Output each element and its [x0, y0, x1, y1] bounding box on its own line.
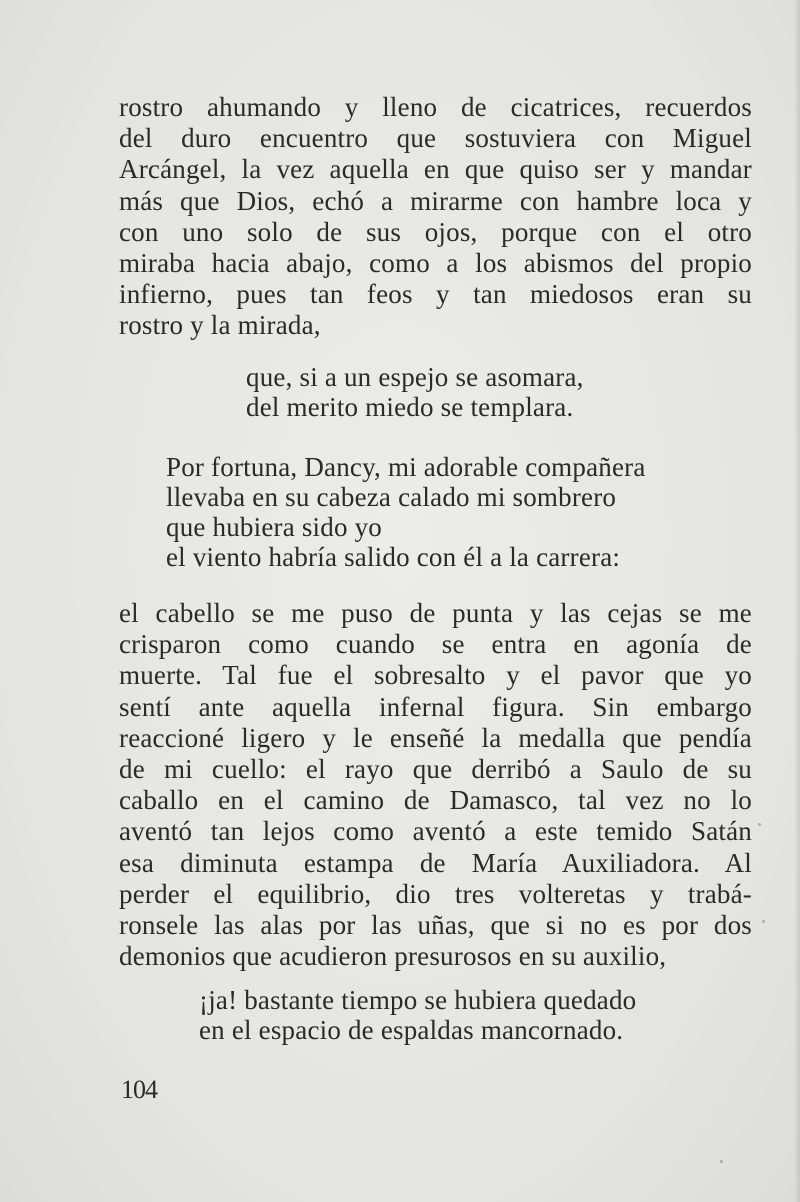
- text-line: aventó tan lejos como aventó a este temido Satán: [119, 816, 752, 847]
- verse-stanza-2: [166, 452, 646, 572]
- text-line: ronsele las alas por las uñas, que si no es por dos: [119, 909, 752, 940]
- verse-couplet-1: [246, 362, 584, 422]
- verse-line: el viento habría salido con él a la carrera:: [166, 542, 621, 572]
- text-line: muerte. Tal fue el sobresalto y el pavor que yo: [119, 660, 752, 691]
- page-number: 104: [121, 1075, 157, 1104]
- text-line: del duro encuentro que sostuviera con Miguel: [119, 123, 752, 154]
- text-line: más que Dios, echó a mirarme con hambre loca y: [119, 185, 752, 216]
- text-line: de mi cuello: el rayo que derribó a Saulo de su: [119, 753, 752, 784]
- verse-line: Por fortuna, Dancy, mi adorable compañera: [166, 452, 646, 482]
- paper-speck: [720, 1160, 723, 1163]
- verse-line: del merito miedo se templara.: [246, 392, 574, 422]
- text-line: esa diminuta estampa de María Auxiliadora. Al: [119, 847, 752, 878]
- text-line: rostro ahumando y lleno de cicatrices, recuerdos: [119, 92, 752, 122]
- text-line: perder el equilibrio, dio tres volteretas y trabá-: [119, 878, 752, 909]
- text-line: con uno solo de sus ojos, porque con el otro: [119, 216, 752, 247]
- verse-line: en el espacio de espaldas mancornado.: [199, 1015, 624, 1045]
- prose-paragraph-2: [119, 598, 752, 972]
- text-line: caballo en el camino de Damasco, tal vez no lo: [119, 785, 752, 816]
- text-line: infierno, pues tan feos y tan miedosos eran su: [119, 279, 752, 310]
- verse-line: ¡ja! bastante tiempo se hubiera quedado: [199, 985, 637, 1015]
- verse-line: llevaba en su cabeza calado mi sombrero: [166, 482, 617, 512]
- paper-speck: [762, 920, 765, 923]
- text-line: crisparon como cuando se entra en agonía de: [119, 629, 752, 660]
- text-line: demonios que acudieron presurosos en su auxilio,: [119, 941, 667, 972]
- text-line: Arcángel, la vez aquella en que quiso ser y mandar: [119, 154, 752, 185]
- verse-couplet-3: [199, 985, 636, 1045]
- text-line: reaccioné ligero y le enseñé la medalla que pendía: [119, 722, 752, 753]
- text-line: sentí ante aquella infernal figura. Sin embargo: [119, 691, 752, 722]
- page-edge-shadow: [794, 0, 800, 1202]
- verse-line: que, si a un espejo se asomara,: [246, 362, 584, 392]
- text-line: miraba hacia abajo, como a los abismos del propio: [119, 247, 752, 278]
- text-line: rostro y la mirada,: [119, 310, 321, 341]
- verse-line: que hubiera sido yo: [166, 512, 383, 542]
- text-line: el cabello se me puso de punta y las cejas se me: [119, 598, 752, 628]
- paper-speck: [758, 823, 761, 826]
- prose-paragraph-1: [119, 92, 752, 342]
